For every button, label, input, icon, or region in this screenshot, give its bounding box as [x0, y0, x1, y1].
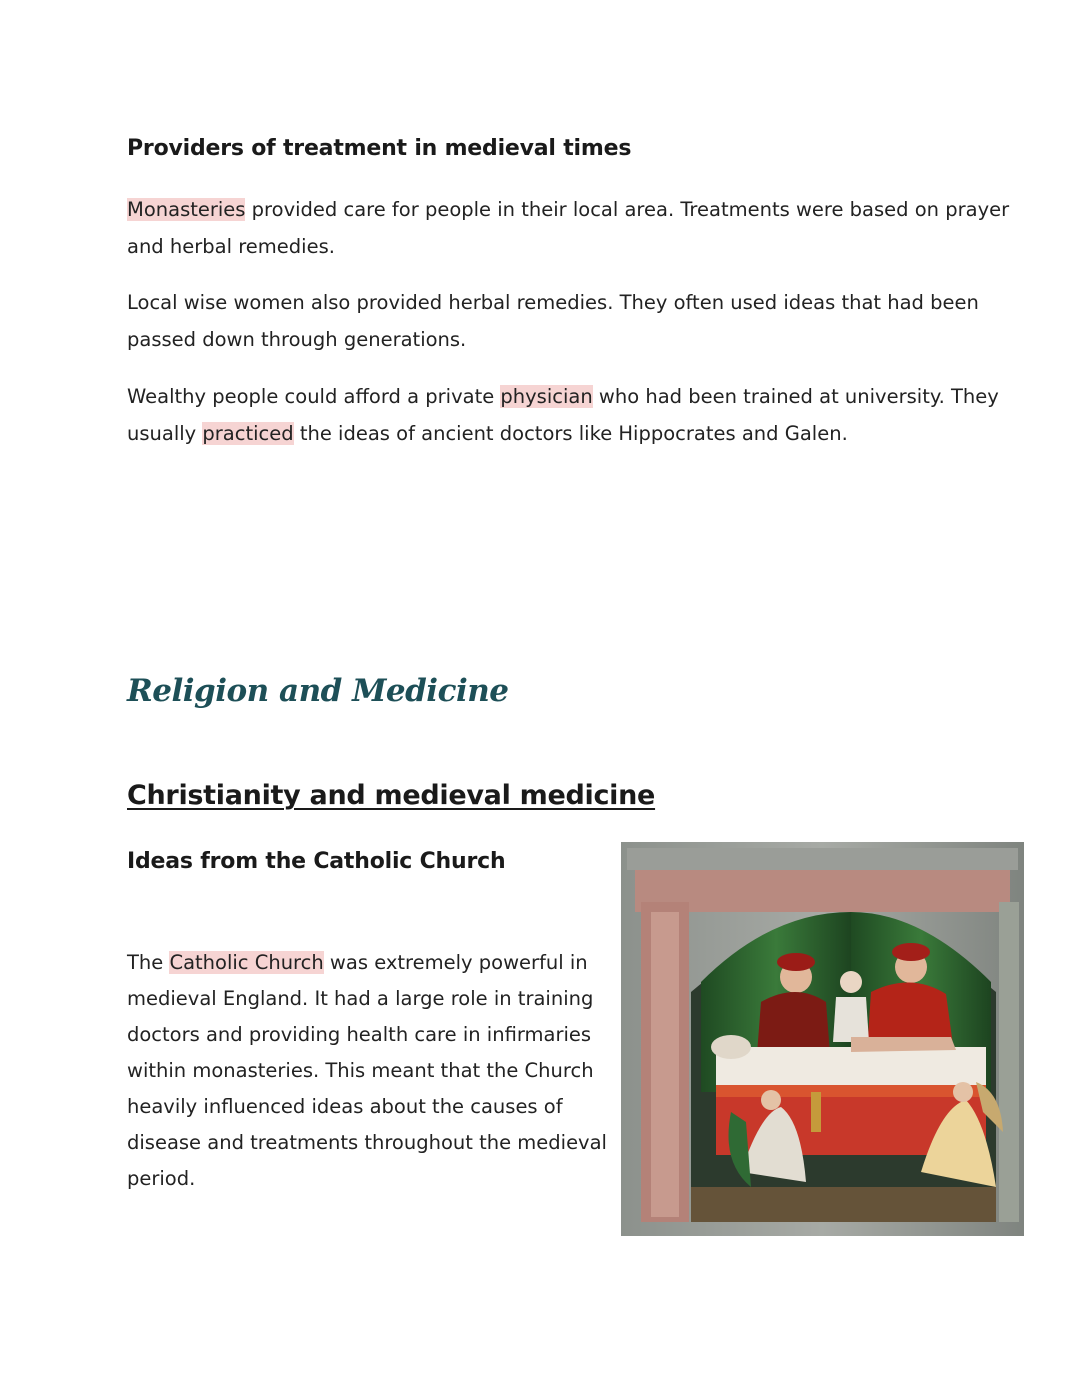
physician-text-c: the ideas of ancient doctors like Hippocrates and Galen.	[293, 422, 848, 445]
highlight-monasteries: Monasteries	[127, 198, 246, 221]
catholic-church-paragraph	[127, 945, 607, 1197]
providers-paragraph-wise-women: Local wise women also provided herbal remedies. They often used ideas that had been passed down through generations.	[127, 291, 979, 351]
subsection-title-christianity: Christianity and medieval medicine	[127, 780, 656, 811]
subheading-catholic-church: Ideas from the Catholic Church	[127, 849, 506, 874]
providers-paragraph-physician	[127, 378, 1032, 452]
highlight-catholic-church: Catholic Church	[169, 951, 324, 974]
providers-heading: Providers of treatment in medieval times	[127, 136, 632, 161]
church-text-a: The	[127, 951, 170, 974]
physician-text-b: who had been trained at university. They usually	[127, 385, 999, 445]
highlight-practiced: practiced	[202, 422, 294, 445]
medieval-painting-image	[621, 842, 1024, 1236]
providers-paragraph-monasteries-text: provided care for people in their local area. Treatments were based on prayer and herbal remedies.	[127, 198, 1010, 258]
church-text-b: was extremely powerful in medieval England. It had a large role in training doctors and providing health care in infirmaries within monasteries. This meant that the Church heavily influenced ideas about the causes of disease and treatments throughout the medieval period.	[127, 951, 607, 1190]
highlight-physician: physician	[500, 385, 593, 408]
providers-paragraph-monasteries	[127, 191, 1027, 265]
physician-text-a: Wealthy people could afford a private	[127, 385, 501, 408]
section-title-religion: Religion and Medicine	[127, 673, 509, 709]
